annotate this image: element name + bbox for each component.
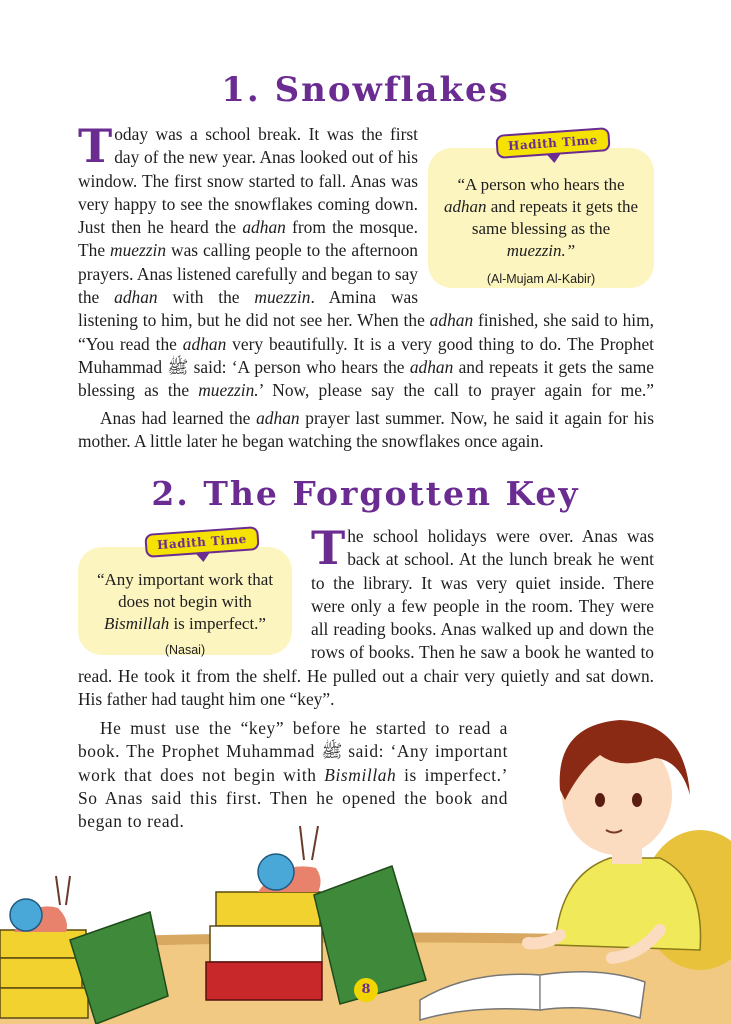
section-2-paragraph-1-text: he school holidays were over. Anas was back at school. At the lunch break he went to the library. It was very quiet inside. There were only a few people in the room. They were all reading books. Anas walked up and down the rows of books. Then he saw a book he wanted to read. He took it from the shelf. He pulled out a chair very quietly and sat down. His father had taught him one “key”. [78,526,654,710]
section-1-title: 1. Snowflakes [221,70,510,110]
hadith-time-badge-1: Hadith Time [495,127,610,159]
dropcap-t-2: T [311,521,346,575]
snail-left [10,876,70,932]
hadith-quote-1: “A person who hears the adhan and repeats it gets the same blessing as the muezzin.” [443,175,639,260]
section-1-paragraph-1 [78,119,655,403]
hadith-quote-2: “Any important work that does not begin with Bismillah is imperfect.” [96,570,274,633]
hadith-time-badge-2: Hadith Time [144,526,259,558]
hadith-source-1: (Al-Mujam Al-Kabir) [486,272,596,286]
hadith-source-2: (Nasai) [164,643,206,657]
section-2-paragraph-1 [78,521,654,711]
snail-middle [258,826,321,892]
section-2-paragraph-2: He must use the “key” before he started to read a book. The Prophet Muhammad ﷺ said: ‘Any important work that does not begin with Bismillah is imperfect.’ So Anas said this first. Then he opened the book and began to read. [78,718,508,832]
boy-reading-illustration [0,700,731,1024]
snail-shell-middle [258,854,294,890]
boy-shirt [555,858,701,950]
page-number: 8 [354,978,378,1002]
section-2-title: 2. The Forgotten Key [151,474,580,513]
dropcap-t-1: T [78,119,113,173]
snail-shell-left [10,899,42,931]
section-1-paragraph-2: Anas had learned the adhan prayer last summer. Now, he said it again for his mother. A little later he began watching the snowflakes once again. [78,408,654,452]
section-1-paragraph-1-text: oday was a school break. It was the first day of the new year. Anas looked out of his window. The first snow started to fall. Anas was very happy to see the snowflakes coming down. Just then he heard the adhan from the mosque. The muezzin was calling people to the afternoon prayers. Anas listened carefully and began to say the adhan with the muezzin. Amina was listening to him, but he did not see her. When the adhan finished, she said to him, “You read the adhan very beautifully. It is a very good thing to do. The Prophet Muhammad ﷺ said: ‘A person who hears the adhan and repeats it gets the same blessing as the muezzin.’ Now, please say the call to prayer again for me.” [78,124,655,401]
